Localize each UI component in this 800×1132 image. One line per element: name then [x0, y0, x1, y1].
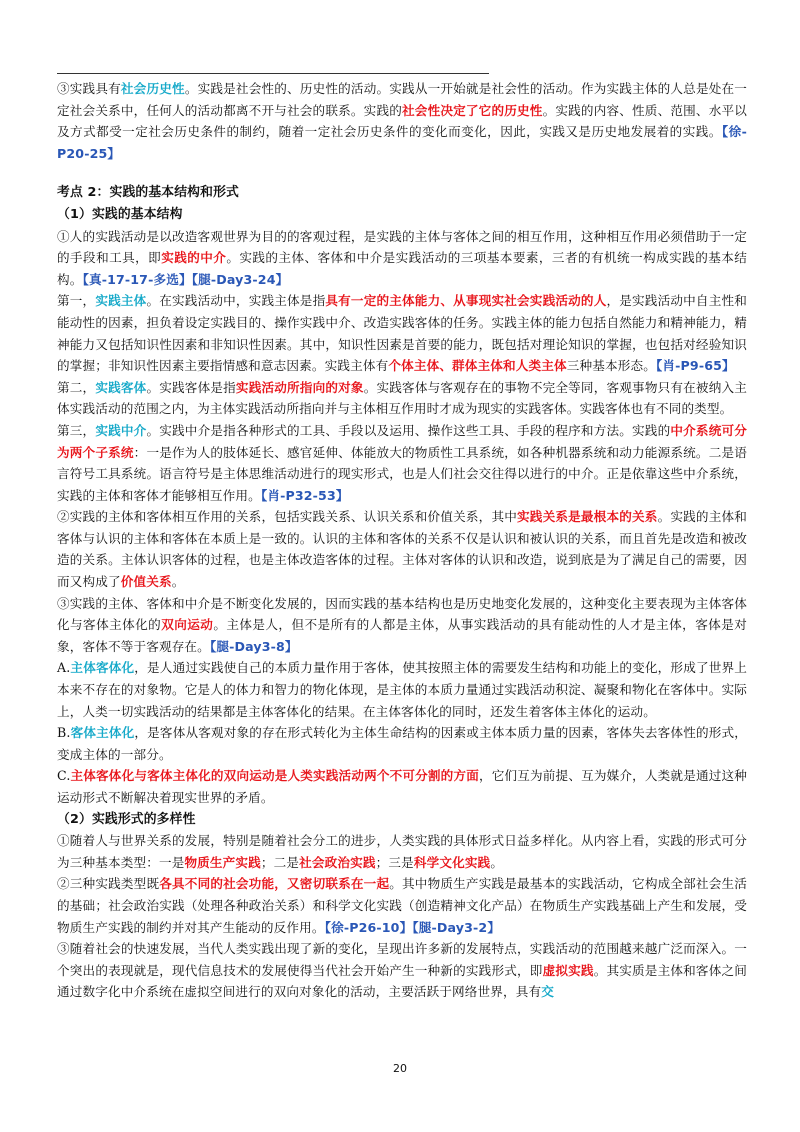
body-text: 。实践的内容、性质、范围、水平以及方式都受一定社会历史条件的制约，随着一定社会历史条件的变化而变化，因此，实践又是历史地发展着的实践。 [57, 102, 747, 140]
keyword-text: 实践中介 [95, 422, 147, 438]
keyword-text: 社会历史性 [120, 81, 185, 96]
emphasis-text: 各具不同的社会功能，又密切联系在一起 [159, 876, 390, 892]
reference-tag: 【徐-P20-25】 [57, 124, 747, 161]
para-social-historical [57, 78, 747, 164]
emphasis-text: 价值关系 [120, 574, 172, 590]
body-text: ③随着社会的快速发展，当代人类实践出现了新的变化，呈现出许多新的发展特点，实践活动的范围越来越广泛而深入。一个突出的表现就是，现代信息技术的发展使得当代社会开始产生一种新的实践形式，即 [57, 941, 747, 978]
body-text: 第一， [57, 293, 96, 309]
body-text: ，它们互为前提、互为媒介，人类就是通过这种运动形式不断解决着现实世界的矛盾。 [57, 768, 747, 805]
para-changing-structure [57, 593, 747, 658]
body-text: ①人的实践活动是以改造客观世界为目的的客观过程，是实践的主体与客体之间的相互作用，这种相互作用必须借助于一定的手段和工具，即 [57, 228, 747, 266]
body-text: （1）实践的基本结构 [57, 206, 183, 222]
page-body [57, 78, 747, 1003]
body-text: ③实践的主体、客体和中介是不断变化发展的，因而实践的基本结构也是历史地变化发展的，这种变化主要表现为主体客体化与客体主体化的 [57, 595, 747, 633]
reference-tag: 【肖-P32-53】 [260, 487, 349, 503]
emphasis-text: 具有一定的主体能力、从事现实社会实践活动的人 [325, 293, 607, 309]
body-text: 。 [171, 574, 185, 590]
body-text: C. [57, 768, 71, 784]
body-text: 。实践客体与客观存在的事物不完全等同，客观事物只有在被纳入主体实践活动的范围之内，为主体实践活动所指向并与主体相互作用时才成为现实的实践客体。实践客体也有不同的类型。 [57, 379, 748, 417]
para-structure-intro [57, 226, 747, 291]
body-text: ，是人通过实践使自己的本质力量作用于客体，使其按照主体的需要发生结构和功能上的变化，形成了世界上本来不存在的对象物。它是人的体力和智力的物化体现，是主体的本质力量通过实践活动积淀、凝聚和物化在客体中。实际上，人类一切实践活动的结果都是主体客体化的结果。在主体客体化的同时，还发生着客体主体化的运动。 [57, 660, 748, 719]
keyword-text: 交 [541, 984, 555, 1000]
body-text: ，是客体从客观对象的存在形式转化为主体生命结构的因素或主体本质力量的因素，客体失去客体性的形式，变成主体的一部分。 [57, 725, 748, 762]
body-text: 。实践是社会性的、历史性的活动。实践从一开始就是社会性的活动。作为实践主体的人总是处在一定社会关系中，任何人的活动都离不开与社会的联系。实践的 [57, 81, 748, 118]
body-text: ①随着人与世界关系的发展，特别是随着社会分工的进步，人类实践的具体形式日益多样化。从内容上看，实践的形式可分为三种基本类型：一是 [57, 833, 747, 870]
reference-tag: 【肖-P9-65】 [655, 358, 735, 374]
body-text: 。 [490, 854, 504, 870]
body-text: 。其实质是主体和客体之间通过数字化中介系统在虚拟空间进行的双向对象化的活动，主要活跃于网络世界，具有 [57, 962, 747, 1000]
body-text: 。其中物质生产实践是最基本的实践活动，它构成全部社会生活的基础；社会政治实践（处理各种政治关系）和科学文化实践（创造精神文化产品）在物质生产实践基础上产生和发展，受物质生产实践的制约并对其产生能动的反作用。 [57, 876, 748, 935]
keyword-text: 实践客体 [95, 379, 147, 395]
reference-tag: 【腿-Day3-8】 [209, 638, 298, 654]
body-text: 。实践的主体和客体与认识的主体和客体在本质上是一致的。认识的主体和客体的关系不仅是认识和被认识的关系，而且首先是改造和被改造的关系。主体认识客体的过程，也是主体改造客体的过程。主体对客体的认识和改造，说到底是为了满足自己的需要，因而又构成了 [57, 509, 747, 590]
para-subject [57, 290, 747, 376]
para-two-way [57, 765, 747, 808]
emphasis-text: 社会政治实践 [299, 854, 376, 870]
body-text: A. [57, 660, 71, 676]
emphasis-text: 实践的中介 [161, 250, 227, 266]
body-text: 。实践的主体、客体和中介是实践活动的三项基本要素，三者的有机统一构成实践的基本结构。 [57, 250, 748, 287]
emphasis-text: 实践关系是最根本的关系 [517, 509, 658, 525]
body-text: 。实践中介是指各种形式的工具、手段以及运用、操作这些工具、手段的程序和方法。实践的 [146, 422, 671, 438]
body-text: 第二， [57, 379, 96, 395]
body-text: 三种基本形态。 [566, 358, 656, 374]
emphasis-text: 中介系统可分为两个子系统 [57, 422, 748, 460]
body-text: （2）实践形式的多样性 [57, 811, 196, 827]
body-text: ：一是作为人的肢体延长、感官延伸、体能放大的物质性工具系统，如各种机器系统和动力能源系统。二是语言符号工具系统。语言符号是主体思维活动进行的现实形式，也是人们社会交往得以进行的中介。正是依靠这些中介系统，实践的主体和客体才能够相互作用。 [57, 444, 747, 503]
keyword-text: 主体客体化 [70, 660, 135, 676]
body-text: B. [57, 725, 71, 741]
para-object [57, 377, 747, 420]
emphasis-text: 社会性决定了它的历史性 [402, 102, 543, 118]
body-text: 。主体是人，但不是所有的人都是主体，从事实践活动的具有能动性的人才是主体，客体是对象，客体不等于客观存在。 [57, 617, 748, 654]
body-text: 第三， [57, 422, 96, 438]
body-text: ；二是 [260, 854, 300, 870]
body-text: ②三种实践类型既 [57, 876, 160, 892]
body-text: ②实践的主体和客体相互作用的关系，包括实践关系、认识关系和价值关系，其中 [57, 509, 518, 525]
para-virtual [57, 938, 747, 1003]
keyword-text: 实践主体 [95, 293, 147, 309]
body-text: 。实践客体是指 [146, 379, 236, 395]
para-medium [57, 420, 747, 506]
para-objectification [57, 657, 747, 722]
page-number: 20 [393, 1062, 407, 1075]
emphasis-text: 个体主体、群体主体和人类主体 [388, 358, 567, 374]
reference-tag: 【徐-P26-10】【腿-Day3-2】 [324, 919, 501, 935]
keyword-text: 客体主体化 [70, 725, 135, 741]
para-functions [57, 873, 747, 938]
header-rule [57, 73, 489, 74]
reference-tag: 【真-17-17-多选】【腿-Day3-24】 [82, 271, 289, 287]
subheading-diversity [57, 809, 747, 831]
subheading-basic-structure [57, 204, 747, 226]
para-relations [57, 506, 747, 592]
body-text: ③实践具有 [57, 81, 121, 96]
emphasis-text: 双向运动 [161, 617, 214, 633]
emphasis-text: 科学文化实践 [413, 854, 491, 870]
emphasis-text: 物质生产实践 [184, 854, 261, 870]
emphasis-text: 主体客体化与客体主体化的双向运动是人类实践活动两个不可分割的方面 [70, 768, 479, 784]
body-text: ，是实践活动中自主性和能动性的因素，担负着设定实践目的、操作实践中介、改造实践客体的任务。实践主体的能力包括自然能力和精神能力，精神能力又包括知识性因素和非知识性因素。其中，知识性因素是首要的能力，既包括对理论知识的掌握，也包括对经验知识的掌握；非知识性因素主要指情感和意志因素。实践主体有 [57, 293, 747, 374]
emphasis-text: 虚拟实践 [542, 962, 594, 978]
para-subjectification [57, 722, 747, 765]
body-text: 。在实践活动中，实践主体是指 [146, 293, 326, 309]
body-text: 考点 2：实践的基本结构和形式 [57, 185, 239, 201]
para-three-types [57, 830, 747, 873]
body-text: ；三是 [375, 854, 414, 870]
section-heading [57, 182, 747, 204]
emphasis-text: 实践活动所指向的对象 [235, 379, 364, 395]
